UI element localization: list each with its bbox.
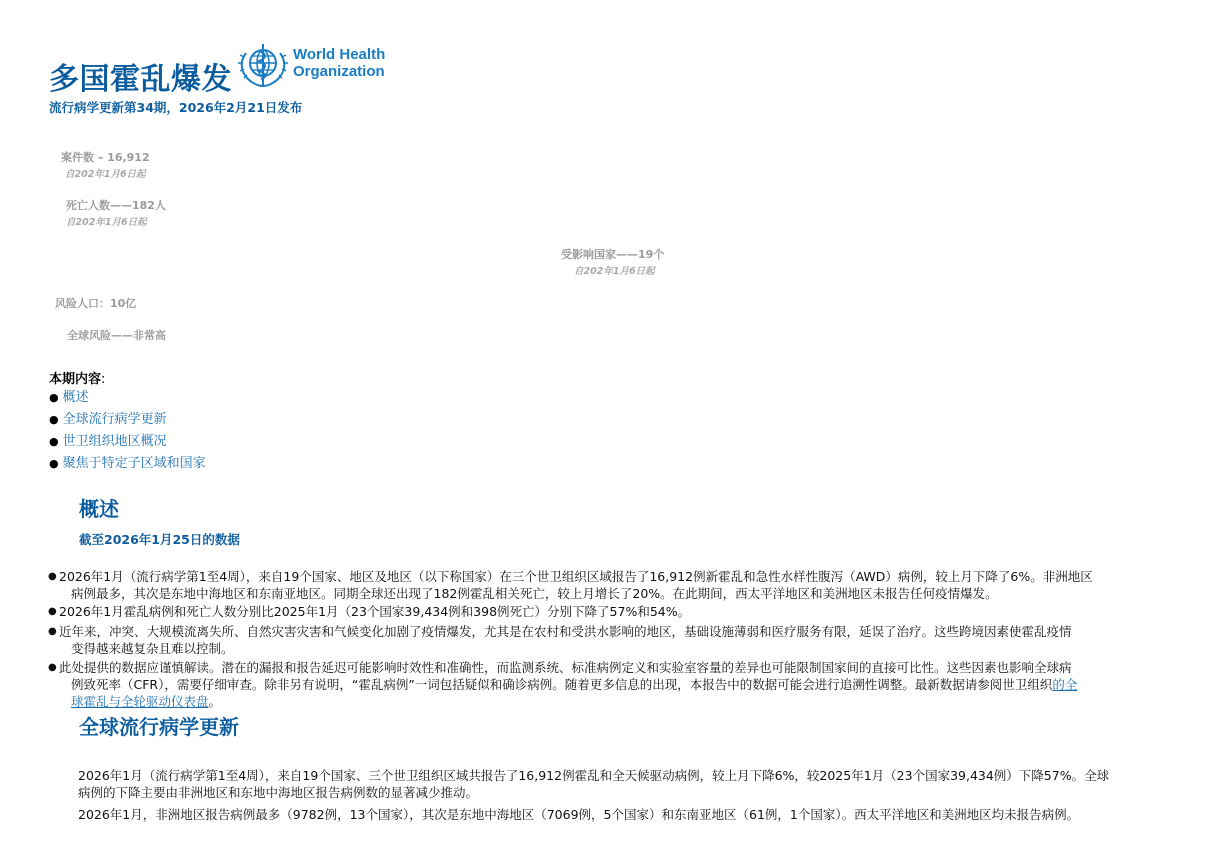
deaths-since: 自202年1月6日起 [66, 217, 147, 228]
overview-subheading: 截至2026年1月25日的数据 [79, 532, 240, 547]
countries-since: 自202年1月6日起 [574, 266, 655, 277]
cholera-dashboard-link-part2[interactable]: 球霍乱与全轮驱动仪表盘 [71, 694, 209, 709]
cases-since: 自202年1月6日起 [65, 169, 146, 180]
overview-bullet-3: ● 近年来，冲突、大规模流离失所、自然灾害灾害和气候变化加剧了疫情爆发，尤其是在农村和受洪水影响的地区，基础设施薄弱和医疗服务有限，延误了治疗。这些跨境因素使霍乱疫情 变得越来越复杂且难以控制。 [48, 624, 1072, 656]
cholera-dashboard-link-part1[interactable]: 的全 [1052, 677, 1078, 692]
overview-bullet-1: ● 2026年1月（流行病学第1至4周），来自19个国家、地区及地区（以下称国家）在三个世卫组织区域报告了16,912例新霍乱和急性水样性腹泻（AWD）病例，较上月下降了6%。非洲地区 病例最多，其次是东地中海地区和东南亚地区。同期全球还出现了182例霍乱相关死亡，较上月增长了20%。在此期间，西太平洋地区和美洲地区未报告任何疫情爆发。 [48, 569, 1093, 601]
toc-link-regional-overview[interactable]: 世卫组织地区概况 [62, 434, 167, 449]
page-subtitle: 流行病学更新第34期，2026年2月21日发布 [49, 100, 303, 115]
page-title: 多国霍乱爆发 [49, 62, 232, 97]
deaths-stat: 死亡人数——182人 [66, 199, 166, 212]
toc-link-global-update[interactable]: 全球流行病学更新 [62, 412, 167, 427]
cases-stat: 案件数 – 16,912 [61, 151, 150, 164]
who-logo [236, 41, 396, 89]
who-emblem-icon [236, 41, 292, 89]
global-update-paragraph-2: 2026年1月，非洲地区报告病例最多（9782例，13个国家），其次是东地中海地区（7069例，5个国家）和东南亚地区（61例，1个国家）。西太平洋地区和美洲地区均未报告病例。 [78, 807, 1080, 822]
overview-bullet-4: ● 此处提供的数据应谨慎解读。潜在的漏报和报告延迟可能影响时效性和准确性，而监测系统、标准病例定义和实验室容量的差异也可能限制国家间的直接可比性。这些因素也影响全球病 例致死率（CFR），需要仔细审查。除非另有说明，“霍乱病例”一词包括疑似和确诊病例。随着更多信息的出现，本报告中的数据可能会进行追溯性调整。最新数据请参阅世卫组织的全 球霍乱与全轮驱动仪表盘。 [48, 660, 1078, 709]
toc-link-overview[interactable]: 概述 [62, 390, 89, 405]
logo-text-line2: Organization [293, 63, 385, 80]
toc-item-regional-overview: ● 世卫组织地区概况 [49, 434, 167, 449]
global-update-heading: 全球流行病学更新 [79, 715, 239, 739]
toc-heading: 本期内容: [49, 372, 106, 387]
global-risk-stat: 全球风险——非常高 [67, 329, 166, 342]
countries-stat: 受影响国家——19个 [561, 248, 665, 261]
overview-heading: 概述 [79, 497, 119, 521]
overview-bullet-2: ● 2026年1月霍乱病例和死亡人数分别比2025年1月（23个国家39,434例和398例死亡）分别下降了57%和54%。 [48, 604, 691, 619]
logo-text-line1: World Health [293, 46, 386, 63]
toc-item-global-update: ● 全球流行病学更新 [49, 412, 167, 427]
toc-link-focus[interactable]: 聚焦于特定子区域和国家 [62, 456, 206, 471]
population-at-risk-stat: 风险人口：10亿 [55, 297, 137, 310]
toc-item-focus: ● 聚焦于特定子区域和国家 [49, 456, 206, 471]
global-update-paragraph-1: 2026年1月（流行病学第1至4周），来自19个国家、三个世卫组织区域共报告了16,912例霍乱和全天候驱动病例，较上月下降6%，较2025年1月（23个国家39,434例）下降57%。全球 病例的下降主要由非洲地区和东地中海地区报告病例数的显著减少推动。 [78, 768, 1110, 800]
table-of-contents [49, 388, 206, 476]
toc-item-overview: ● 概述 [49, 390, 89, 405]
